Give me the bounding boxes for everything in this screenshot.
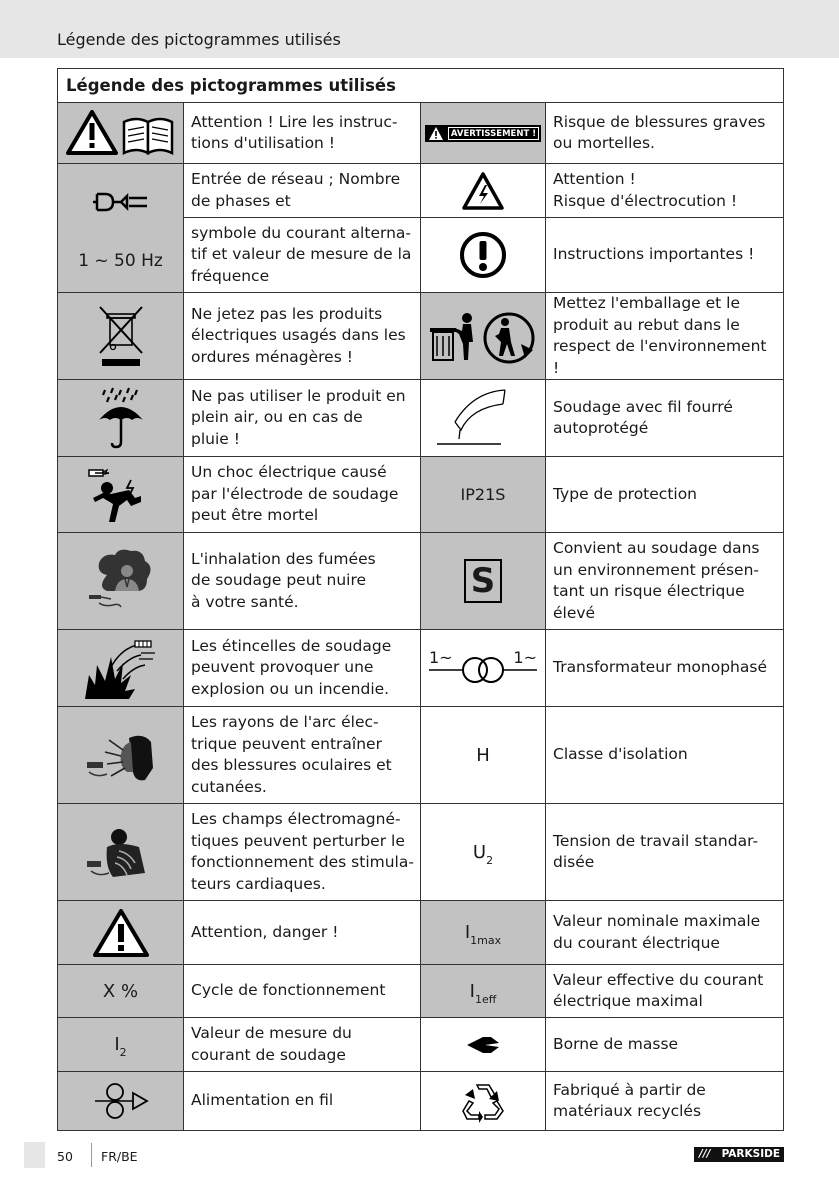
arc-rays-icon <box>58 707 184 804</box>
legend-text-high-risk: Convient au soudage dans un environnement présen- tant un risque électrique élevé <box>546 533 784 630</box>
legend-text-rain: Ne pas utiliser le produit en plein air, ou en cas de pluie ! <box>184 380 421 457</box>
legend-text-flux-cored: Soudage avec fil fourré autoprotégé <box>546 380 784 457</box>
insulation-class-symbol: H <box>421 707 546 804</box>
legend-text-important: Instructions importantes ! <box>546 218 784 293</box>
rain-umbrella-icon <box>58 380 184 457</box>
recycle-icon <box>421 1072 546 1131</box>
duty-cycle-symbol: X % <box>58 965 184 1018</box>
legend-text-electrode-shock: Un choc électrique causé par l'électrode de soudage peut être mortel <box>184 457 421 533</box>
legend-text-risk-injury: Risque de blessures graves ou mortelles. <box>546 103 784 164</box>
phase-frequency-symbol: 1 ~ 50 Hz <box>78 251 163 271</box>
ground-clamp-icon <box>421 1018 546 1072</box>
legend-text-sparks: Les étincelles de soudage peuvent provoquer une explosion ou un incendie. <box>184 630 421 707</box>
emf-pacemaker-icon <box>58 804 184 901</box>
table-title: Légende des pictogrammes utilisés <box>58 69 784 103</box>
flux-cored-wire-icon <box>421 380 546 457</box>
page-header-title: Légende des pictogrammes utilisés <box>57 30 341 49</box>
danger-warning-icon <box>58 901 184 965</box>
electric-shock-warning-icon <box>421 164 546 218</box>
transformer-primary-label: 1~ <box>429 648 453 667</box>
transformer-secondary-label: 1~ <box>513 648 537 667</box>
ip-rating-symbol: IP21S <box>421 457 546 533</box>
electrode-shock-icon <box>58 457 184 533</box>
s-mark-icon <box>421 533 546 630</box>
legend-text-protection: Type de protection <box>546 457 784 533</box>
legend-text-environment: Mettez l'emballage et le produit au rebut dans le respect de l'environnement ! <box>546 293 784 380</box>
page-number: 50 <box>57 1149 73 1164</box>
exclamation-circle-icon <box>421 218 546 293</box>
rated-current-subscript: 1max <box>470 934 502 947</box>
pictogram-legend-table <box>57 68 784 1131</box>
legend-text-arc-rays: Les rayons de l'arc élec- trique peuvent entraîner des blessures oculaires et cutanées. <box>184 707 421 804</box>
legend-text-rated-current: Valeur nominale maximale du courant électrique <box>546 901 784 965</box>
brand-name: PARKSIDE <box>721 1148 780 1160</box>
effective-current-subscript: 1eff <box>474 992 497 1006</box>
effective-current-letter: I <box>469 980 475 1002</box>
header-band <box>0 0 839 58</box>
legend-text-transformer: Transformateur monophasé <box>546 630 784 707</box>
welding-current-symbol <box>58 1018 184 1072</box>
language-code: FR/BE <box>101 1149 138 1164</box>
rated-current-symbol <box>421 901 546 965</box>
rated-voltage-symbol <box>421 804 546 901</box>
legend-text-welding-current: Valeur de mesure du courant de soudage <box>184 1018 421 1072</box>
legend-text-ground-clamp: Borne de masse <box>546 1018 784 1072</box>
legend-text-danger: Attention, danger ! <box>184 901 421 965</box>
rated-voltage-subscript: 2 <box>486 853 494 867</box>
legend-text-insulation: Classe d'isolation <box>546 707 784 804</box>
legend-text-rated-voltage: Tension de travail standar- disée <box>546 804 784 901</box>
transformer-icon <box>421 630 546 707</box>
warning-manual-icon <box>58 103 184 164</box>
legend-text-electrocution: Attention ! Risque d'électrocution ! <box>546 164 784 218</box>
mains-input-cell <box>58 164 184 293</box>
avertissement-label: AVERTISSEMENT ! <box>450 128 537 139</box>
welding-current-subscript: 2 <box>119 1046 127 1059</box>
legend-text-wire-feed: Alimentation en fil <box>184 1072 421 1131</box>
legend-text-recycled: Fabriqué à partir de matériaux recyclés <box>546 1072 784 1131</box>
brand-logo: /// PARKSIDE <box>694 1147 784 1162</box>
welding-fumes-icon <box>58 533 184 630</box>
sparks-explosion-icon <box>58 630 184 707</box>
legend-text-mains-input: Entrée de réseau ; Nombre de phases et <box>184 164 421 218</box>
rated-current-letter: I <box>464 922 471 943</box>
rated-voltage-letter: U <box>472 841 487 863</box>
legend-text-effective-current: Valeur effective du courant électrique maximal <box>546 965 784 1018</box>
footer-tab-box <box>24 1142 45 1168</box>
footer-divider <box>91 1143 92 1167</box>
effective-current-symbol <box>421 965 546 1018</box>
legend-text-weee: Ne jetez pas les produits électriques usagés dans les ordures ménagères ! <box>184 293 421 380</box>
plug-icon <box>91 185 151 219</box>
legend-text-read-instructions: Attention ! Lire les instruc- tions d'utilisation ! <box>184 103 421 164</box>
legend-text-emf: Les champs électromagné- tiques peuvent perturber le fonctionnement des stimula- teurs cardiaques. <box>184 804 421 901</box>
wire-feed-icon <box>58 1072 184 1131</box>
recycle-disposal-icon <box>421 293 546 380</box>
legend-text-duty-cycle: Cycle de fonctionnement <box>184 965 421 1018</box>
legend-text-fumes: L'inhalation des fumées de soudage peut nuire à votre santé. <box>184 533 421 630</box>
crossed-bin-icon <box>58 293 184 380</box>
welding-current-letter: I <box>114 1034 120 1055</box>
avertissement-badge-icon <box>421 103 546 164</box>
legend-text-ac-symbol: symbole du courant alterna- tif et valeur de mesure de la fréquence <box>184 218 421 293</box>
s-mark-symbol: S <box>464 559 502 603</box>
